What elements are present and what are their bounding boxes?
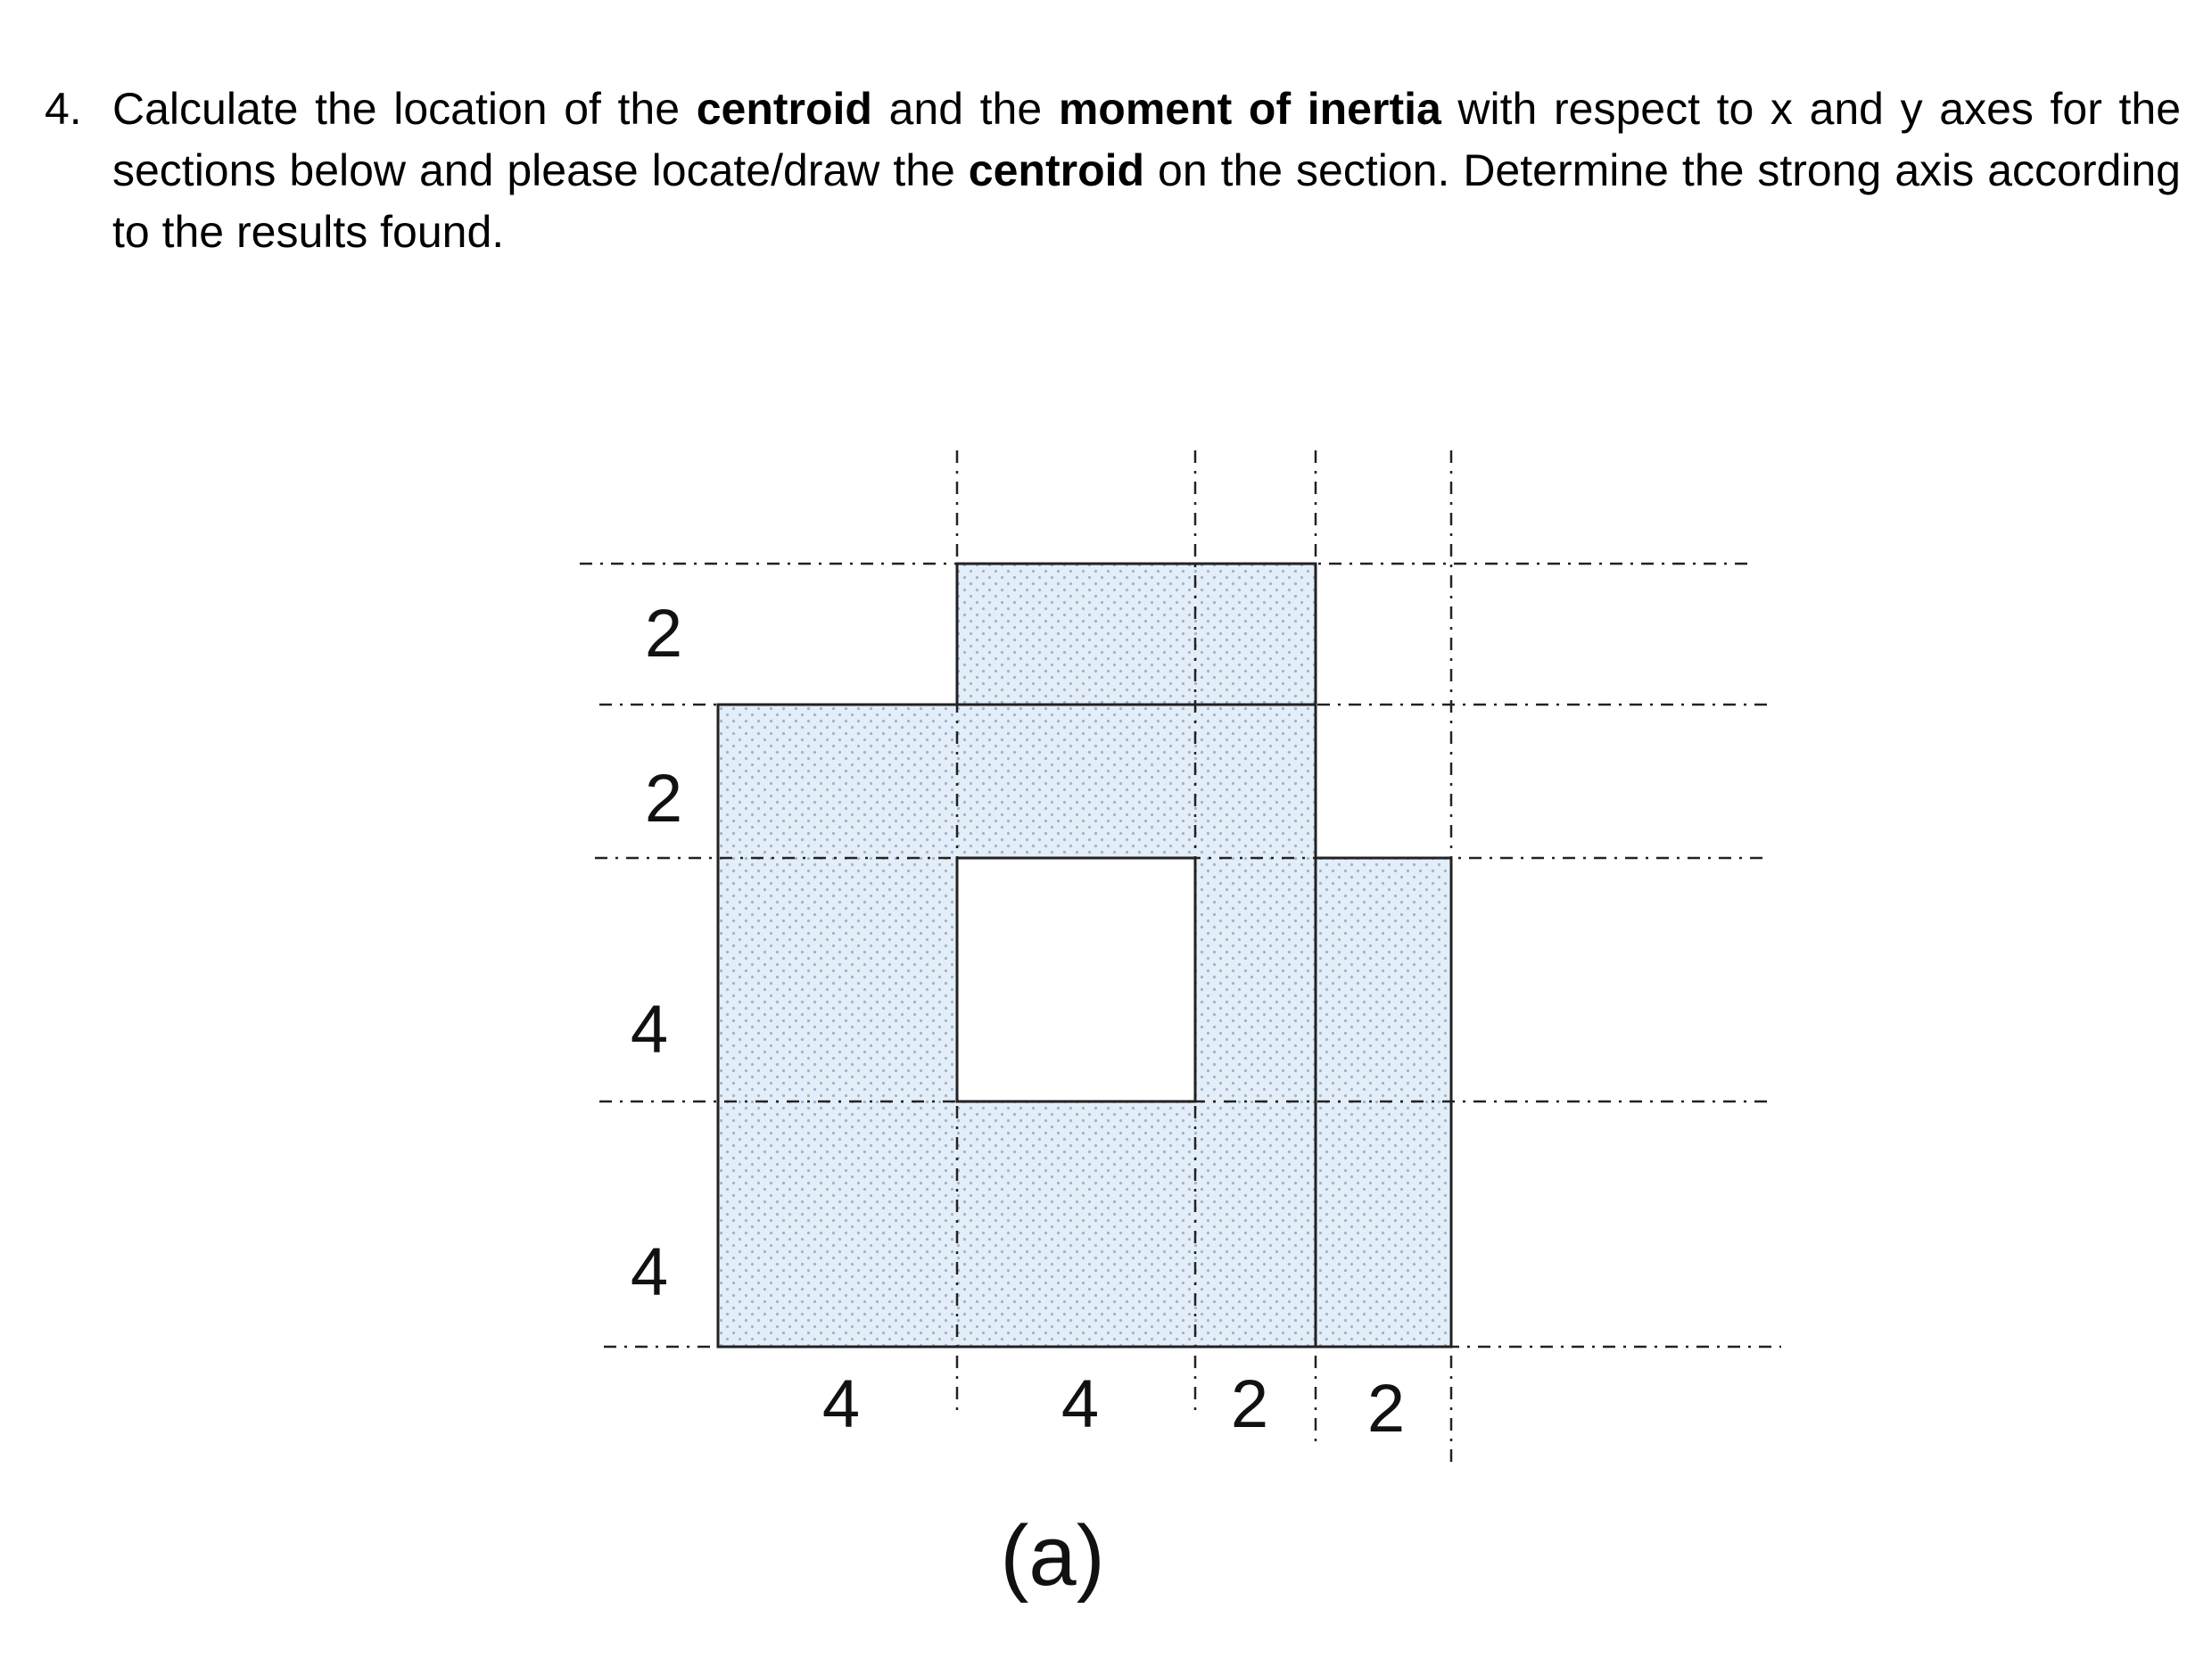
problem-text-run: Calculate the location of the [112,84,697,134]
section-shape [718,564,1451,1347]
top-flange [957,564,1316,705]
figure-caption: (a) [1000,1508,1105,1604]
problem-text-bold: centroid [968,145,1145,195]
horizontal-dimension-labels [822,1366,1405,1447]
problem-text-bold: centroid [696,84,872,134]
problem-number: 4. [45,84,82,134]
dim-label-v3: 4 [630,992,669,1068]
problem-text-run: with respect to x and y axes for the sections below and please locate/draw the [112,84,2182,195]
hole-outline [957,858,1195,1101]
dim-label-h2: 4 [1061,1366,1100,1442]
problem-text-bold: moment of inertia [1058,84,1441,134]
problem-text-run: on the section. Determine the strong axis according to the results found. [112,145,2181,257]
dim-label-h3: 2 [1230,1366,1269,1442]
dim-label-v1: 2 [644,596,683,672]
dim-label-h1: 4 [821,1366,861,1442]
dim-label-v2: 2 [644,761,683,837]
vertical-dimension-labels [631,596,682,1310]
dim-label-v4: 4 [630,1234,669,1310]
dim-label-h4: 2 [1366,1371,1406,1447]
problem-text-run: and the [871,84,1059,134]
